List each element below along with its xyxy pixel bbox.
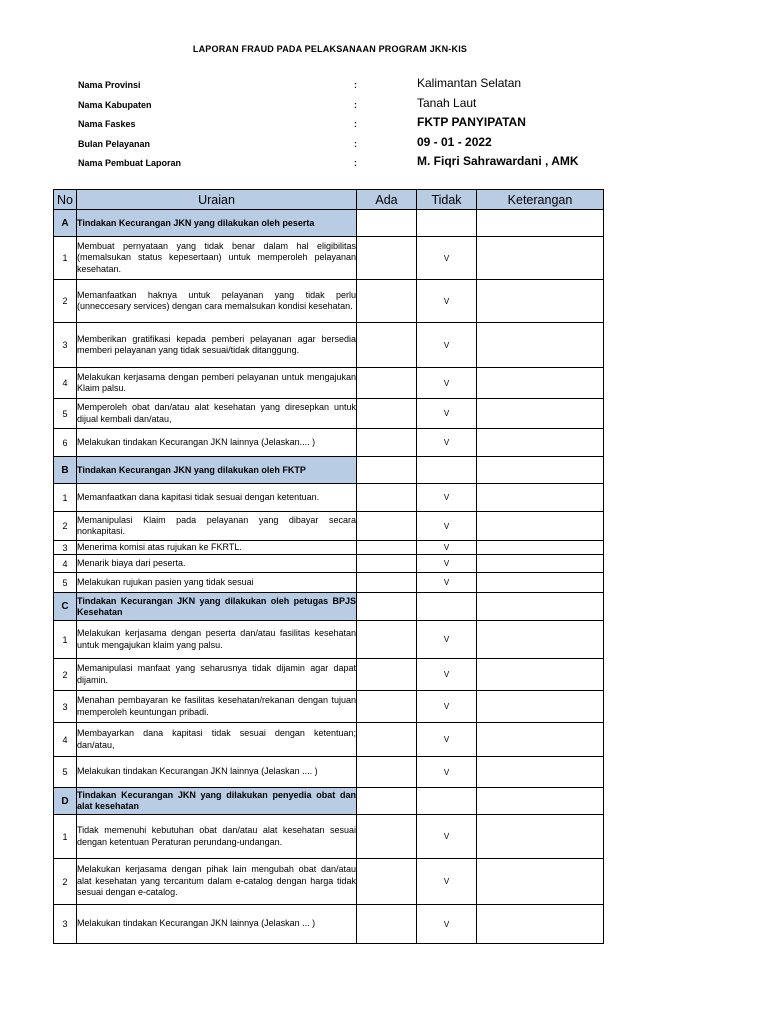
section-code: B <box>54 457 77 484</box>
ada-cell <box>357 691 417 723</box>
keterangan-cell <box>477 484 604 512</box>
tidak-check: V <box>417 484 477 512</box>
table-row <box>54 541 604 555</box>
tidak-check: V <box>417 815 477 859</box>
row-uraian: Menahan pembayaran ke fasilitas kesehatan/rekanan dengan tujuan memperoleh keuntungan pribadi. <box>77 691 357 723</box>
section-code: A <box>54 210 77 237</box>
info-label: Bulan Pelayanan <box>78 138 151 149</box>
row-uraian: Melakukan rujukan pasien yang tidak sesuai <box>77 573 357 593</box>
info-colon: : <box>354 158 357 168</box>
tidak-check: V <box>417 429 477 457</box>
tidak-cell <box>417 788 477 815</box>
ada-cell <box>357 573 417 593</box>
row-no: 3 <box>54 541 77 555</box>
keterangan-cell <box>477 905 604 944</box>
header-ada: Ada <box>357 190 417 210</box>
ada-cell <box>357 788 417 815</box>
ada-cell <box>357 757 417 788</box>
row-uraian: Melakukan kerjasama dengan pemberi pelayanan untuk mengajukan Klaim palsu. <box>77 368 357 399</box>
info-colon: : <box>354 119 357 129</box>
row-uraian: Melakukan kerjasama dengan pihak lain mengubah obat dan/atau alat kesehatan yang tercantum dalam e-catalog dengan harga tidak sesuai dengan e-catalog. <box>77 859 357 905</box>
ada-cell <box>357 859 417 905</box>
tidak-check: V <box>417 621 477 659</box>
info-row-kabupaten <box>78 96 638 116</box>
info-value: M. Fiqri Sahrawardani , AMK <box>417 154 579 168</box>
keterangan-cell <box>477 323 604 368</box>
keterangan-cell <box>477 280 604 323</box>
row-uraian: Membayarkan dana kapitasi tidak sesuai dengan ketentuan; dan/atau, <box>77 723 357 757</box>
table-row <box>54 429 604 457</box>
keterangan-cell <box>477 399 604 429</box>
header-uraian: Uraian <box>77 190 357 210</box>
ada-cell <box>357 723 417 757</box>
ada-cell <box>357 368 417 399</box>
table-row <box>54 512 604 541</box>
table-row <box>54 905 604 944</box>
table-row <box>54 399 604 429</box>
info-row-bulan <box>78 135 638 155</box>
keterangan-cell <box>477 859 604 905</box>
info-row-pembuat <box>78 154 638 174</box>
row-no: 2 <box>54 859 77 905</box>
row-uraian: Melakukan tindakan Kecurangan JKN lainnya (Jelaskan .... ) <box>77 757 357 788</box>
ada-cell <box>357 323 417 368</box>
tidak-check: V <box>417 691 477 723</box>
keterangan-cell <box>477 621 604 659</box>
row-uraian: Melakukan tindakan Kecurangan JKN lainnya (Jelaskan.... ) <box>77 429 357 457</box>
info-row-provinsi <box>78 76 638 96</box>
table-row <box>54 621 604 659</box>
keterangan-cell <box>477 429 604 457</box>
row-no: 3 <box>54 691 77 723</box>
row-no: 2 <box>54 280 77 323</box>
row-no: 2 <box>54 659 77 691</box>
tidak-check: V <box>417 723 477 757</box>
row-uraian: Melakukan kerjasama dengan peserta dan/atau fasilitas kesehatan untuk mengajukan klaim yang palsu. <box>77 621 357 659</box>
ada-cell <box>357 815 417 859</box>
row-no: 4 <box>54 723 77 757</box>
row-uraian: Memanipulasi manfaat yang seharusnya tidak dijamin agar dapat dijamin. <box>77 659 357 691</box>
tidak-check: V <box>417 905 477 944</box>
row-uraian: Memanipulasi Klaim pada pelayanan yang dibayar secara nonkapitasi. <box>77 512 357 541</box>
row-no: 4 <box>54 555 77 573</box>
section-row-c <box>54 593 604 621</box>
info-colon: : <box>354 80 357 90</box>
info-row-faskes <box>78 115 638 135</box>
row-uraian: Menerima komisi atas rujukan ke FKRTL. <box>77 541 357 555</box>
keterangan-cell <box>477 593 604 621</box>
table-row <box>54 237 604 280</box>
ada-cell <box>357 541 417 555</box>
tidak-cell <box>417 593 477 621</box>
tidak-check: V <box>417 280 477 323</box>
row-no: 5 <box>54 573 77 593</box>
table-row <box>54 815 604 859</box>
tidak-check: V <box>417 659 477 691</box>
tidak-check: V <box>417 555 477 573</box>
ada-cell <box>357 593 417 621</box>
info-value: Kalimantan Selatan <box>417 76 522 90</box>
info-label: Nama Kabupaten <box>78 99 152 110</box>
tidak-check: V <box>417 757 477 788</box>
ada-cell <box>357 210 417 237</box>
table-row <box>54 555 604 573</box>
info-colon: : <box>354 138 357 149</box>
ada-cell <box>357 659 417 691</box>
row-no: 2 <box>54 512 77 541</box>
row-no: 6 <box>54 429 77 457</box>
section-title: Tindakan Kecurangan JKN yang dilakukan penyedia obat dan alat kesehatan <box>77 788 357 815</box>
info-colon: : <box>354 99 357 110</box>
header-no: No <box>54 190 77 210</box>
tidak-cell <box>417 210 477 237</box>
keterangan-cell <box>477 815 604 859</box>
row-uraian: Tidak memenuhi kebutuhan obat dan/atau alat kesehatan sesuai dengan ketentuan Peraturan perundang-undangan. <box>77 815 357 859</box>
section-title: Tindakan Kecurangan JKN yang dilakukan oleh petugas BPJS Kesehatan <box>77 593 357 621</box>
tidak-check: V <box>417 541 477 555</box>
tidak-check: V <box>417 368 477 399</box>
keterangan-cell <box>477 691 604 723</box>
section-code: D <box>54 788 77 815</box>
row-uraian: Memanfaatkan haknya untuk pelayanan yang tidak perlu (unneccesary services) dengan cara memalsukan kondisi kesehatan. <box>77 280 357 323</box>
ada-cell <box>357 280 417 323</box>
table-row <box>54 484 604 512</box>
keterangan-cell <box>477 368 604 399</box>
info-value: Tanah Laut <box>417 95 477 110</box>
section-code: C <box>54 593 77 621</box>
keterangan-cell <box>477 659 604 691</box>
ada-cell <box>357 905 417 944</box>
keterangan-cell <box>477 788 604 815</box>
tidak-check: V <box>417 859 477 905</box>
table-row <box>54 573 604 593</box>
tidak-cell <box>417 457 477 484</box>
table-row <box>54 691 604 723</box>
ada-cell <box>357 555 417 573</box>
row-no: 3 <box>54 905 77 944</box>
section-row-b <box>54 457 604 484</box>
tidak-check: V <box>417 323 477 368</box>
info-label: Nama Provinsi <box>78 80 141 90</box>
row-no: 5 <box>54 399 77 429</box>
ada-cell <box>357 621 417 659</box>
ada-cell <box>357 237 417 280</box>
row-uraian: Melakukan tindakan Kecurangan JKN lainnya (Jelaskan ... ) <box>77 905 357 944</box>
keterangan-cell <box>477 210 604 237</box>
row-no: 3 <box>54 323 77 368</box>
section-row-d <box>54 788 604 815</box>
table-row <box>54 368 604 399</box>
table-row <box>54 323 604 368</box>
table-row <box>54 859 604 905</box>
info-label: Nama Pembuat Laporan <box>78 158 182 168</box>
table-row <box>54 757 604 788</box>
keterangan-cell <box>477 512 604 541</box>
row-uraian: Membuat pernyataan yang tidak benar dalam hal eligibilitas (memalsukan status kepesertaan) untuk memperoleh pelayanan kesehatan. <box>77 237 357 280</box>
keterangan-cell <box>477 541 604 555</box>
ada-cell <box>357 457 417 484</box>
row-no: 1 <box>54 237 77 280</box>
tidak-check: V <box>417 573 477 593</box>
tidak-check: V <box>417 237 477 280</box>
ada-cell <box>357 512 417 541</box>
row-no: 4 <box>54 368 77 399</box>
info-value: 09 - 01 - 2022 <box>417 134 492 149</box>
table-row <box>54 280 604 323</box>
keterangan-cell <box>477 457 604 484</box>
report-info <box>78 76 638 174</box>
table-row <box>54 659 604 691</box>
header-tidak: Tidak <box>417 190 477 210</box>
fraud-table <box>53 189 604 944</box>
table-header-row <box>54 190 604 210</box>
row-uraian: Memanfaatkan dana kapitasi tidak sesuai dengan ketentuan. <box>77 484 357 512</box>
keterangan-cell <box>477 723 604 757</box>
tidak-check: V <box>417 399 477 429</box>
report-title: LAPORAN FRAUD PADA PELAKSANAAN PROGRAM JKN-KIS <box>192 44 468 54</box>
info-label: Nama Faskes <box>78 119 136 129</box>
ada-cell <box>357 399 417 429</box>
row-uraian: Menarik biaya dari peserta. <box>77 555 357 573</box>
keterangan-cell <box>477 573 604 593</box>
header-keterangan: Keterangan <box>477 190 604 210</box>
row-no: 5 <box>54 757 77 788</box>
row-no: 1 <box>54 621 77 659</box>
keterangan-cell <box>477 237 604 280</box>
keterangan-cell <box>477 555 604 573</box>
keterangan-cell <box>477 757 604 788</box>
row-uraian: Memberikan gratifikasi kepada pemberi pelayanan agar bersedia memberi pelayanan yang tidak sesuai/tidak ditanggung. <box>77 323 357 368</box>
row-uraian: Memperoleh obat dan/atau alat kesehatan yang diresepkan untuk dijual kembali dan/atau, <box>77 399 357 429</box>
row-no: 1 <box>54 815 77 859</box>
ada-cell <box>357 429 417 457</box>
info-value: FKTP PANYIPATAN <box>417 115 526 129</box>
section-row-a <box>54 210 604 237</box>
table-row <box>54 723 604 757</box>
row-no: 1 <box>54 484 77 512</box>
ada-cell <box>357 484 417 512</box>
section-title: Tindakan Kecurangan JKN yang dilakukan oleh FKTP <box>77 457 357 484</box>
section-title: Tindakan Kecurangan JKN yang dilakukan oleh peserta <box>77 210 357 237</box>
tidak-check: V <box>417 512 477 541</box>
